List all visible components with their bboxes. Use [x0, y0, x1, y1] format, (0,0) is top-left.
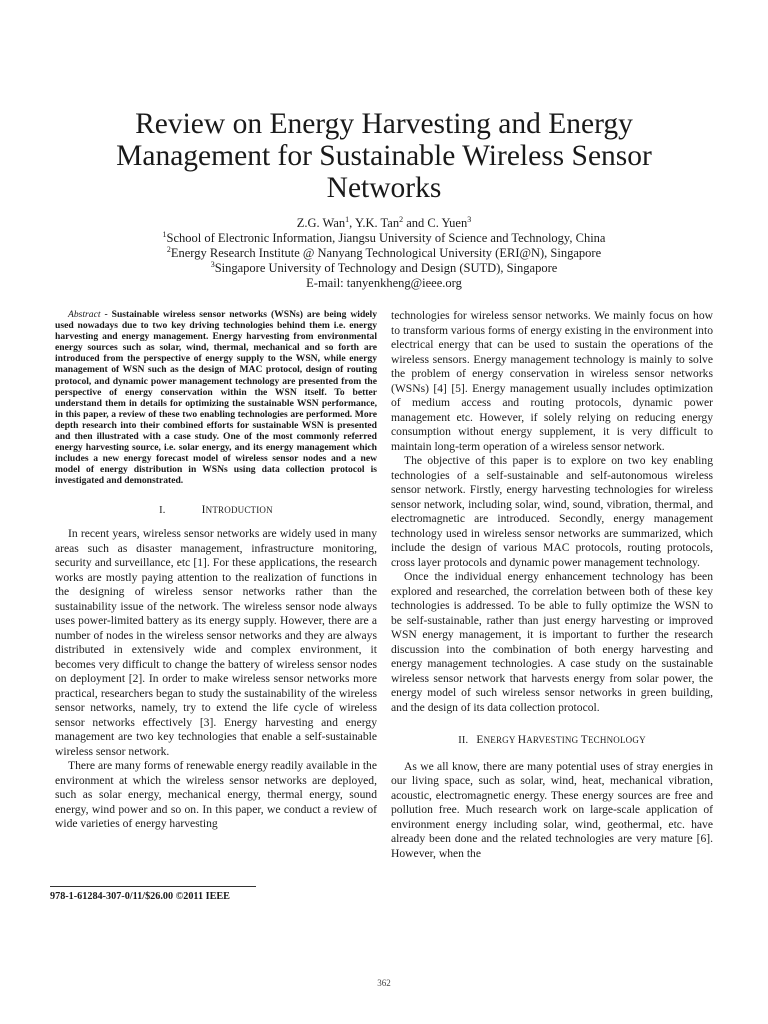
section-title-rest: NERGY	[483, 735, 518, 745]
section-heading-introduction	[55, 503, 377, 519]
abstract-text: Sustainable wireless sensor networks (WSNs) are being widely used nowadays due to two key driving technologies behind them i.e. energy harvesting and energy management. Energy harvesting from environmental energy sources such as solar, wind, thermal, mechanical and so forth are introduced from the perspective of energy supply to the WSN, while energy management of WSN such as the design of MAC protocol, design of routing protocol, and dynamic power management technology are presented from the perspective of energy conservation within the WSN itself. To better understand them in details for optimizing the sustainable WSN performance, in this paper, a review of these two enabling technologies are performed. More depth research into their combined efforts for sustainable WSN is presented and then illustrated with a case study. One of the most commonly referred energy harvesting source, i.e. solar energy, and its energy management which includes a new energy forecast model of wireless sensor nodes and a new model of energy distribution in WSNs using data collection protocol is investigated and demonstrated.	[55, 309, 378, 487]
section-title-initial: H	[517, 734, 527, 746]
paragraph-continuation: technologies for wireless sensor networks. We mainly focus on how to transform various forms of energy existing in the environment into electrical energy that can be used to sustain the operations of the wireless sensors. Energy management technology is mainly to solve the problem of energy conservation in wireless sensor networks (WSNs) [4] [5]. Energy management usually includes optimization of medium access and routing protocols, dynamic power management etc. However, if solely relying on reducing energy consumption without energy supplement, it is very difficult to maintain long-term operation of a wireless sensor network.	[391, 309, 713, 453]
footnote-divider	[50, 886, 256, 887]
copyright-footnote: 978-1-61284-307-0/11/$26.00 ©2011 IEEE	[50, 891, 230, 902]
left-column	[55, 309, 377, 832]
affiliation-text: Singapore University of Technology and Design (SUTD), Singapore	[214, 261, 558, 275]
affiliation-3	[80, 261, 688, 276]
paragraph: In recent years, wireless sensor networks are widely used in many areas such as disaster management, infrastructure monitoring, security and surveillance, etc [1]. For these applications, the research works are mostly paying attention to the realization of functions in the designing of wireless sensor networks rather than the sustainability issue of the network. The wireless sensor node always uses power-limited battery as its energy supply. However, there are a number of nodes in the wireless sensor networks and they are always distributed in extensively wide and complex environment, it becomes very difficult to change the battery of wireless sensor nodes on deployment [2]. In order to make wireless sensor networks more practical, researchers began to study the sustainability of the wireless sensor networks, namely, try to extend the life cycle of wireless sensor networks effectively [3]. Energy harvesting and energy management are two key technologies that enable a self-sustainable wireless sensor network.	[55, 527, 377, 758]
paragraph: Once the individual energy enhancement technology has been explored and researched, the correlation between both of these key technologies is addressed. To be able to fully optimize the WSN to be self-sustainable, rather than just energy harvesting or improved WSN energy management, it is important to further the research discussion into the combination of both energy harvesting and energy management technologies. A case study on the sustainable wireless sensor network that harvests energy from solar power, the energy model of such wireless sensor networks in green building, and the design of its data collection protocol.	[391, 570, 713, 714]
abstract-lead: Abstract	[68, 309, 101, 320]
paragraph: The objective of this paper is to explore on two key enabling technologies of a self-sustainable and self-autonomous wireless sensor network. Firstly, energy harvesting technologies for wireless sensor network, including solar, wind, sound, vibration, thermal, and electromagnetic are introduced. Secondly, energy management technology used in wireless sensor networks are summarized, which include the design of various MAC protocols, routing protocols, cross layer protocols and dynamic power management technology.	[391, 454, 713, 569]
section-heading-energy-harvesting	[391, 733, 713, 749]
author-superscript: 1	[345, 215, 350, 224]
affiliation-2	[80, 246, 688, 261]
author-name: Z.G. Wan	[296, 216, 346, 230]
author-name: Y.K. Tan	[354, 216, 400, 230]
affiliation-text: School of Electronic Information, Jiangsu University of Science and Technology, China	[166, 231, 606, 245]
section-number: I.	[159, 504, 166, 516]
author-separator: ,	[349, 216, 355, 230]
section-title-rest: ECHNOLOGY	[587, 735, 646, 745]
paper-title: Review on Energy Harvesting and Energy Management for Sustainable Wireless Sensor Networks	[116, 108, 652, 204]
abstract-separator: -	[100, 309, 112, 320]
affiliation-superscript: 2	[166, 245, 171, 254]
author-superscript: 3	[467, 215, 472, 224]
paragraph: As we all know, there are many potential uses of stray energies in our living space, such as solar, wind, heat, mechanical vibration, acoustic, electromagnetic energy. These energy sources are free and pollution free. Much research work on large-scale application of environment energy including solar, wind, geothermal, etc. have already been done and the related technologies are very mature [6]. However, when the	[391, 759, 713, 860]
section-number: II.	[458, 735, 469, 746]
affiliation-1	[80, 231, 688, 246]
page-number: 362	[377, 978, 391, 988]
right-column	[391, 309, 713, 861]
section-title-initial: I	[201, 503, 206, 516]
author-name: C. Yuen	[427, 216, 468, 230]
affiliation-superscript: 1	[162, 230, 167, 239]
author-names	[80, 216, 688, 231]
section-title-initial: E	[476, 734, 484, 746]
paragraph: There are many forms of renewable energy readily available in the environment at which the wireless sensor networks are deployed, such as solar energy, mechanical energy, thermal energy, sound energy, wind power and so on. In this paper, we conduct a review of wide varieties of energy harvesting	[55, 759, 377, 830]
affiliation-text: Energy Research Institute @ Nanyang Technological University (ERI@N), Singapore	[170, 246, 602, 260]
author-email: E-mail: tanyenkheng@ieee.org	[306, 276, 462, 290]
abstract	[55, 309, 377, 487]
author-separator: and	[403, 216, 428, 230]
author-block	[80, 216, 688, 291]
section-title-initial: T	[580, 734, 588, 746]
section-title-rest: NTRODUCTION	[205, 504, 273, 515]
affiliation-superscript: 3	[210, 260, 215, 269]
section-title-rest: ARVESTING	[526, 735, 581, 745]
author-superscript: 2	[399, 215, 404, 224]
